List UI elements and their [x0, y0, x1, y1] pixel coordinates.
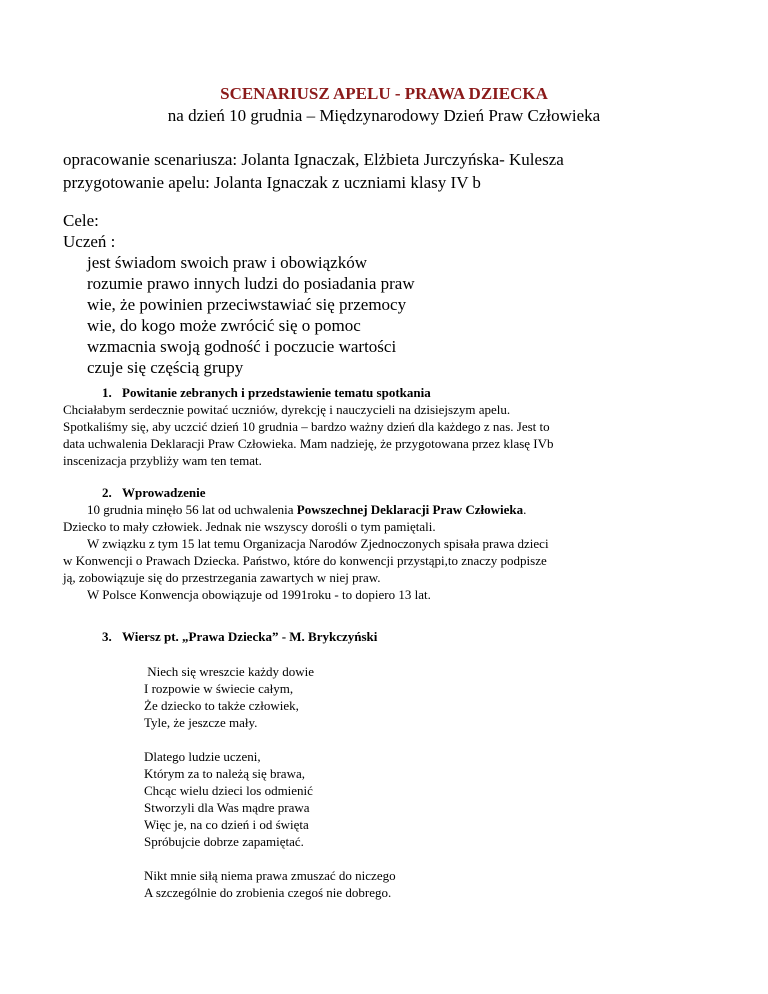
poem-line: Niech się wreszcie każdy dowie — [144, 664, 315, 679]
goals-sublabel: Uczeń : — [63, 232, 116, 251]
section-2-line1-end: . — [523, 502, 527, 517]
section-2-line: W związku z tym 15 lat temu Organizacja Narodów Zjednoczonych spisała prawa dzieci — [87, 536, 549, 551]
section-2-title: Wprowadzenie — [122, 485, 206, 500]
goal-item: jest świadom swoich praw i obowiązków — [87, 253, 367, 272]
credits — [63, 148, 564, 194]
poem-line: Którym za to należą się brawa, — [144, 766, 305, 781]
section-2-line: ją, zobowiązuje się do przestrzegania zawartych w niej praw. — [63, 570, 381, 585]
section-3-number: 3. — [102, 629, 112, 644]
credits-preparation: przygotowanie apelu: Jolanta Ignaczak z uczniami klasy IV b — [63, 173, 481, 192]
poem-line: Więc je, na co dzień i od święta — [144, 817, 309, 832]
poem-line: Chcąc wielu dzieci los odmienić — [144, 783, 313, 798]
section-2-line — [63, 501, 743, 518]
section-3-heading — [63, 628, 743, 645]
poem-line: A szczególnie do zrobienia czegoś nie dobrego. — [144, 885, 392, 900]
section-3 — [63, 628, 743, 645]
section-2-line1-start: 10 grudnia minęło 56 lat od uchwalenia — [87, 502, 297, 517]
section-2 — [63, 484, 743, 603]
poem-line: Spróbujcie dobrze zapamiętać. — [144, 834, 304, 849]
section-2-heading — [63, 484, 743, 501]
section-2-number: 2. — [102, 485, 112, 500]
poem-line: Dlatego ludzie uczeni, — [144, 749, 261, 764]
section-1-line: inscenizacja przybliży wam ten temat. — [63, 453, 262, 468]
section-2-line: w Konwencji o Prawach Dziecka. Państwo, które do konwencji przystąpi,to znaczy podpisze — [63, 553, 547, 568]
poem-line: Tyle, że jeszcze mały. — [144, 715, 258, 730]
section-2-line: W Polsce Konwencja obowiązuje od 1991roku - to dopiero 13 lat. — [87, 587, 431, 602]
goal-item: czuje się częścią grupy — [87, 358, 244, 377]
section-1-title: Powitanie zebranych i przedstawienie tematu spotkania — [122, 385, 431, 400]
poem-line: Że dziecko to także człowiek, — [144, 698, 299, 713]
poem-line: Stworzyli dla Was mądre prawa — [144, 800, 310, 815]
goal-item: rozumie prawo innych ludzi do posiadania praw — [87, 274, 415, 293]
section-1-heading — [63, 384, 743, 401]
section-1-number: 1. — [102, 385, 112, 400]
title-block — [0, 83, 768, 127]
goals-label: Cele: — [63, 211, 99, 230]
section-3-title: Wiersz pt. „Prawa Dziecka” - M. Brykczyński — [122, 629, 378, 644]
section-2-line: Dziecko to mały człowiek. Jednak nie wszyscy dorośli o tym pamiętali. — [63, 519, 436, 534]
poem-line: Nikt mnie siłą niema prawa zmuszać do niczego — [144, 868, 396, 883]
section-1-line: Chciałabym serdecznie powitać uczniów, dyrekcję i nauczycieli na dzisiejszym apelu. — [63, 402, 511, 417]
poem-stanza-1 — [144, 663, 396, 731]
document-subtitle: na dzień 10 grudnia – Międzynarodowy Dzień Praw Człowieka — [167, 106, 601, 125]
poem-stanza-3 — [144, 867, 396, 901]
section-1-line: data uchwalenia Deklaracji Praw Człowieka. Mam nadzieję, że przygotowana przez klasę IVb — [63, 436, 554, 451]
section-1-line: Spotkaliśmy się, aby uczcić dzień 10 grudnia – bardzo ważny dzień dla każdego z nas. Jest to — [63, 419, 550, 434]
credits-scenario-author: opracowanie scenariusza: Jolanta Ignaczak, Elżbieta Jurczyńska- Kulesza — [63, 150, 564, 169]
goal-item: wzmacnia swoją godność i poczucie wartości — [87, 337, 397, 356]
goal-item: wie, do kogo może zwrócić się o pomoc — [87, 316, 361, 335]
poem — [144, 663, 396, 918]
goals-block — [63, 210, 415, 378]
section-1 — [63, 384, 743, 469]
document-title: SCENARIUSZ APELU - PRAWA DZIECKA — [220, 84, 548, 103]
poem-line: I rozpowie w świecie całym, — [144, 681, 294, 696]
poem-stanza-2 — [144, 748, 396, 850]
declaration-name: Powszechnej Deklaracji Praw Człowieka — [296, 502, 524, 517]
goal-item: wie, że powinien przeciwstawiać się przemocy — [87, 295, 407, 314]
